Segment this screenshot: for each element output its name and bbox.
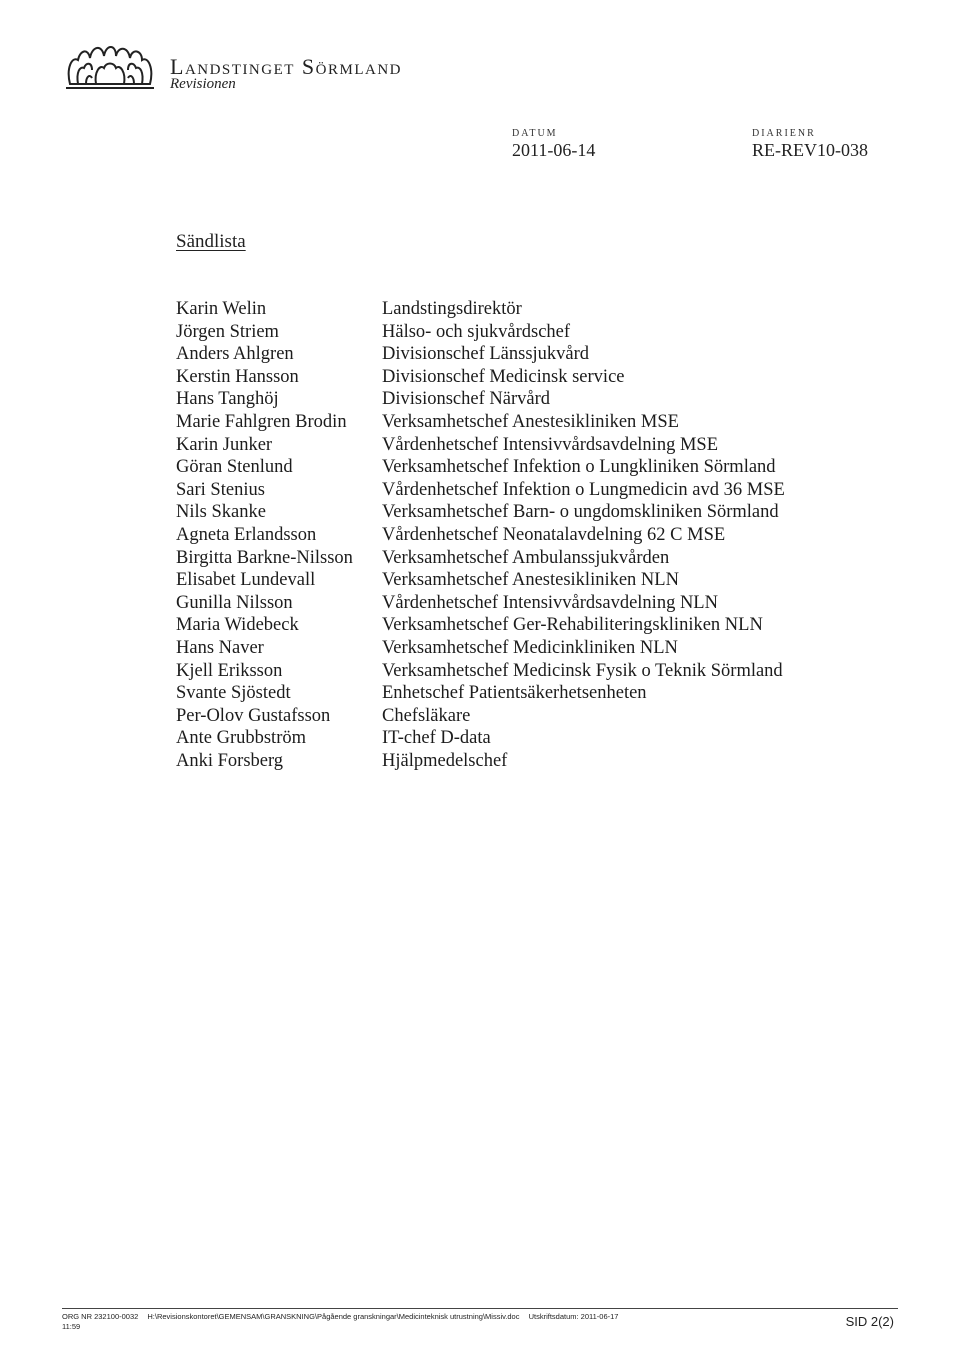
recipient-name: Kjell Eriksson: [176, 660, 283, 681]
org-number: ORG NR 232100-0032: [62, 1312, 139, 1321]
recipient-name: Gunilla Nilsson: [176, 592, 293, 613]
recipient-role: Verksamhetschef Anestesikliniken NLN: [382, 570, 679, 591]
recipient-role: Vårdenhetschef Intensivvårdsavdelning MSE: [382, 434, 718, 455]
recipient-name: Kerstin Hansson: [176, 366, 299, 387]
recipient-role: Vårdenhetschef Intensivvårdsavdelning NLN: [382, 592, 718, 613]
recipient-role: Verksamhetschef Ambulanssjukvården: [382, 547, 670, 568]
print-date: Utskriftsdatum: 2011-06-17: [528, 1312, 619, 1321]
date-label: DATUM: [512, 128, 558, 139]
recipient-role: Divisionschef Länssjukvård: [382, 344, 590, 365]
recipient-role: Verksamhetschef Medicinsk Fysik o Teknik Sörmland: [382, 660, 783, 681]
footer-info: [62, 1312, 625, 1332]
recipient-role: Chefsläkare: [382, 705, 471, 726]
recipient-name: Nils Skanke: [176, 502, 266, 523]
recipient-role: Verksamhetschef Infektion o Lungkliniken Sörmland: [382, 457, 776, 478]
organization-unit: Revisionen: [170, 76, 236, 92]
recipient-role: Verksamhetschef Barn- o ungdomskliniken Sörmland: [382, 502, 779, 523]
recipient-role: Enhetschef Patientsäkerhetsenheten: [382, 683, 647, 704]
recipient-name: Ante Grubbström: [176, 728, 306, 749]
recipient-name: Maria Widebeck: [176, 615, 299, 636]
recipient-role: Hälso- och sjukvårdschef: [382, 321, 571, 342]
recipient-name: Karin Welin: [176, 299, 267, 319]
recipient-name: Karin Junker: [176, 434, 273, 455]
recipient-role: Vårdenhetschef Neonatalavdelning 62 C MSE: [382, 524, 726, 545]
recipient-name: Per-Olov Gustafsson: [176, 705, 331, 726]
recipient-name: Hans Naver: [176, 637, 264, 658]
recipient-role: Verksamhetschef Ger-Rehabiliteringskliniken NLN: [382, 615, 763, 636]
recipient-name: Svante Sjöstedt: [176, 683, 291, 704]
recipient-role: Verksamhetschef Medicinkliniken NLN: [382, 637, 678, 658]
recipient-name: Elisabet Lundevall: [176, 570, 316, 591]
recipient-roles-column: [382, 298, 785, 772]
reference-label: DIARIENR: [752, 128, 816, 139]
recipient-name: Agneta Erlandsson: [176, 524, 317, 545]
recipient-role: Divisionschef Närvård: [382, 389, 550, 410]
date-value: 2011-06-14: [512, 140, 596, 160]
recipient-name: Jörgen Striem: [176, 321, 279, 342]
print-time: 11:59: [62, 1322, 81, 1331]
footer-divider: [62, 1308, 898, 1309]
recipient-name: Anki Forsberg: [176, 750, 284, 771]
recipient-names-column: [176, 298, 353, 772]
page-title: Sändlista: [176, 231, 246, 252]
recipient-role: Verksamhetschef Anestesikliniken MSE: [382, 411, 679, 432]
recipient-role: IT-chef D-data: [382, 728, 491, 749]
recipient-name: Sari Stenius: [176, 479, 265, 500]
recipient-name: Hans Tanghöj: [176, 389, 279, 410]
page-number: SID 2(2): [845, 1314, 894, 1329]
recipient-role: Landstingsdirektör: [382, 299, 522, 319]
reference-value: RE-REV10-038: [752, 140, 868, 160]
organization-name: Landstinget Sörmland: [170, 54, 402, 79]
recipient-name: Marie Fahlgren Brodin: [176, 411, 347, 432]
recipient-role: Hjälpmedelschef: [382, 750, 508, 771]
recipient-name: Anders Ahlgren: [176, 344, 294, 365]
recipient-role: Divisionschef Medicinsk service: [382, 366, 625, 387]
recipient-name: Göran Stenlund: [176, 457, 293, 478]
crown-tulip-logo-icon: [62, 38, 158, 94]
recipient-role: Vårdenhetschef Infektion o Lungmedicin avd 36 MSE: [382, 479, 785, 500]
recipient-name: Birgitta Barkne-Nilsson: [176, 547, 353, 568]
file-path: H:\Revisionskontoret\GEMENSAM\GRANSKNING\Pågående granskningar\Medicinteknisk utrustning\Missiv.doc: [147, 1312, 520, 1321]
